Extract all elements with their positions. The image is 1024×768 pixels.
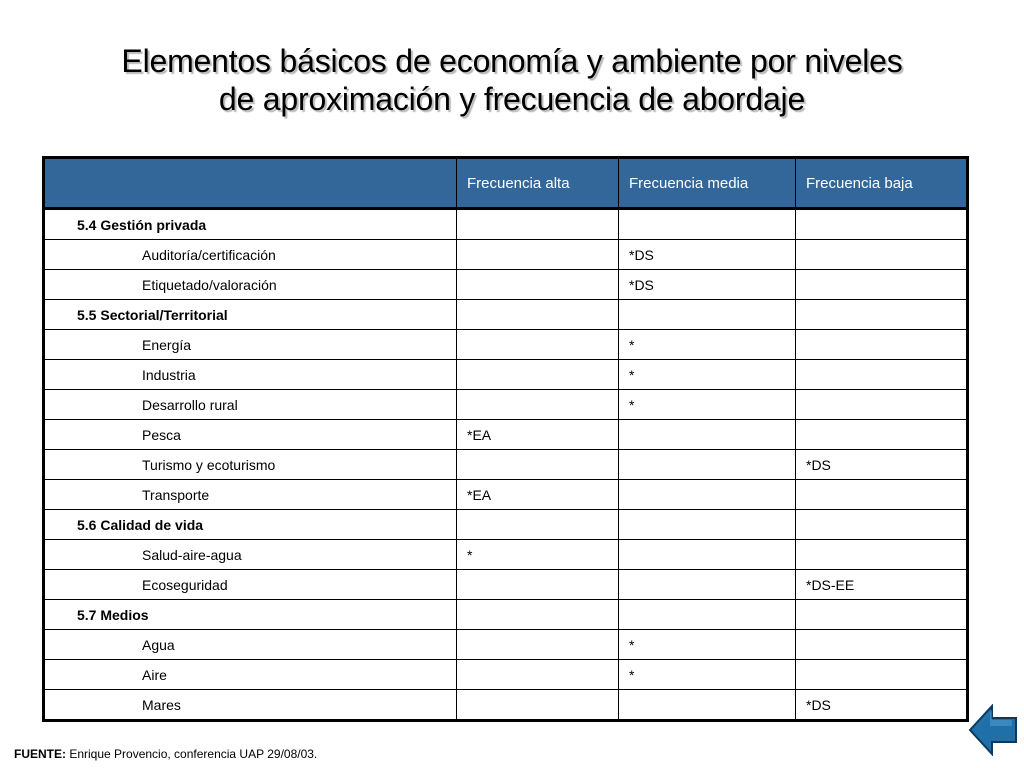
cell-frecuencia-alta [457,450,619,480]
table-row [44,270,968,300]
cell-frecuencia-media: * [619,660,796,690]
header-cell-element [44,158,457,209]
cell-frecuencia-alta [457,660,619,690]
table-row [44,420,968,450]
cell-frecuencia-media [619,510,796,540]
table-row [44,330,968,360]
cell-frecuencia-media [619,600,796,630]
cell-frecuencia-alta [457,270,619,300]
header-cell-frecuencia-alta: Frecuencia alta [457,158,619,209]
cell-frecuencia-baja: *DS [796,690,968,721]
cell-frecuencia-baja [796,209,968,240]
table-header-row [44,158,968,209]
table-row [44,570,968,600]
cell-frecuencia-media: * [619,390,796,420]
cell-frecuencia-baja: *DS [796,450,968,480]
cell-frecuencia-alta [457,300,619,330]
cell-frecuencia-media [619,570,796,600]
cell-frecuencia-media [619,420,796,450]
cell-frecuencia-media: * [619,330,796,360]
cell-frecuencia-baja [796,540,968,570]
cell-frecuencia-baja [796,360,968,390]
cell-frecuencia-media [619,450,796,480]
cell-element-name: Agua [44,630,457,660]
cell-element-name: Industria [44,360,457,390]
cell-element-name: 5.7 Medios [44,600,457,630]
cell-frecuencia-alta [457,600,619,630]
cell-frecuencia-baja [796,660,968,690]
cell-frecuencia-alta: *EA [457,420,619,450]
slide-title-line2: de aproximación y frecuencia de abordaje [218,81,806,117]
cell-frecuencia-media: *DS [619,270,796,300]
cell-frecuencia-alta [457,570,619,600]
slide-title [40,42,984,118]
table-row [44,630,968,660]
cell-element-name: 5.4 Gestión privada [44,209,457,240]
cell-frecuencia-alta: *EA [457,480,619,510]
cell-frecuencia-baja [796,480,968,510]
table-row [44,390,968,420]
cell-frecuencia-media [619,690,796,721]
slide-title-line1: Elementos básicos de economía y ambiente por niveles [121,43,903,79]
cell-frecuencia-baja: *DS-EE [796,570,968,600]
cell-frecuencia-baja [796,270,968,300]
cell-frecuencia-baja [796,600,968,630]
cell-frecuencia-baja [796,330,968,360]
table-row [44,660,968,690]
table-section-row [44,209,968,240]
cell-frecuencia-baja [796,510,968,540]
cell-frecuencia-baja [796,390,968,420]
cell-element-name: Desarrollo rural [44,390,457,420]
cell-frecuencia-alta [457,630,619,660]
cell-frecuencia-media: * [619,360,796,390]
table-row [44,450,968,480]
cell-frecuencia-media: * [619,630,796,660]
cell-frecuencia-alta [457,240,619,270]
cell-frecuencia-baja [796,300,968,330]
cell-frecuencia-alta [457,209,619,240]
cell-frecuencia-alta [457,690,619,721]
cell-frecuencia-alta [457,360,619,390]
table-row [44,360,968,390]
table-section-row [44,600,968,630]
table-row [44,240,968,270]
source-note [14,747,317,761]
cell-element-name: Pesca [44,420,457,450]
table-row [44,540,968,570]
table-section-row [44,300,968,330]
source-label: FUENTE: [14,747,66,761]
cell-frecuencia-media [619,540,796,570]
cell-frecuencia-alta [457,390,619,420]
cell-frecuencia-alta: * [457,540,619,570]
table-row [44,480,968,510]
table-body [44,209,968,721]
left-arrow-icon[interactable] [968,704,1018,756]
table-section-row [44,510,968,540]
cell-frecuencia-alta [457,330,619,360]
cell-element-name: Aire [44,660,457,690]
cell-frecuencia-baja [796,420,968,450]
cell-frecuencia-media [619,300,796,330]
cell-frecuencia-baja [796,240,968,270]
cell-element-name: 5.6 Calidad de vida [44,510,457,540]
cell-element-name: Ecoseguridad [44,570,457,600]
cell-frecuencia-alta [457,510,619,540]
cell-element-name: Turismo y ecoturismo [44,450,457,480]
cell-element-name: Energía [44,330,457,360]
header-cell-frecuencia-media: Frecuencia media [619,158,796,209]
cell-element-name: Transporte [44,480,457,510]
source-text: Enrique Provencio, conferencia UAP 29/08/03. [66,747,318,761]
frequency-table [42,156,969,722]
header-cell-frecuencia-baja: Frecuencia baja [796,158,968,209]
cell-frecuencia-media [619,209,796,240]
table-row [44,690,968,721]
cell-element-name: Salud-aire-agua [44,540,457,570]
cell-frecuencia-baja [796,630,968,660]
cell-element-name: 5.5 Sectorial/Territorial [44,300,457,330]
cell-element-name: Mares [44,690,457,721]
cell-element-name: Auditoría/certificación [44,240,457,270]
cell-frecuencia-media: *DS [619,240,796,270]
cell-frecuencia-media [619,480,796,510]
cell-element-name: Etiquetado/valoración [44,270,457,300]
